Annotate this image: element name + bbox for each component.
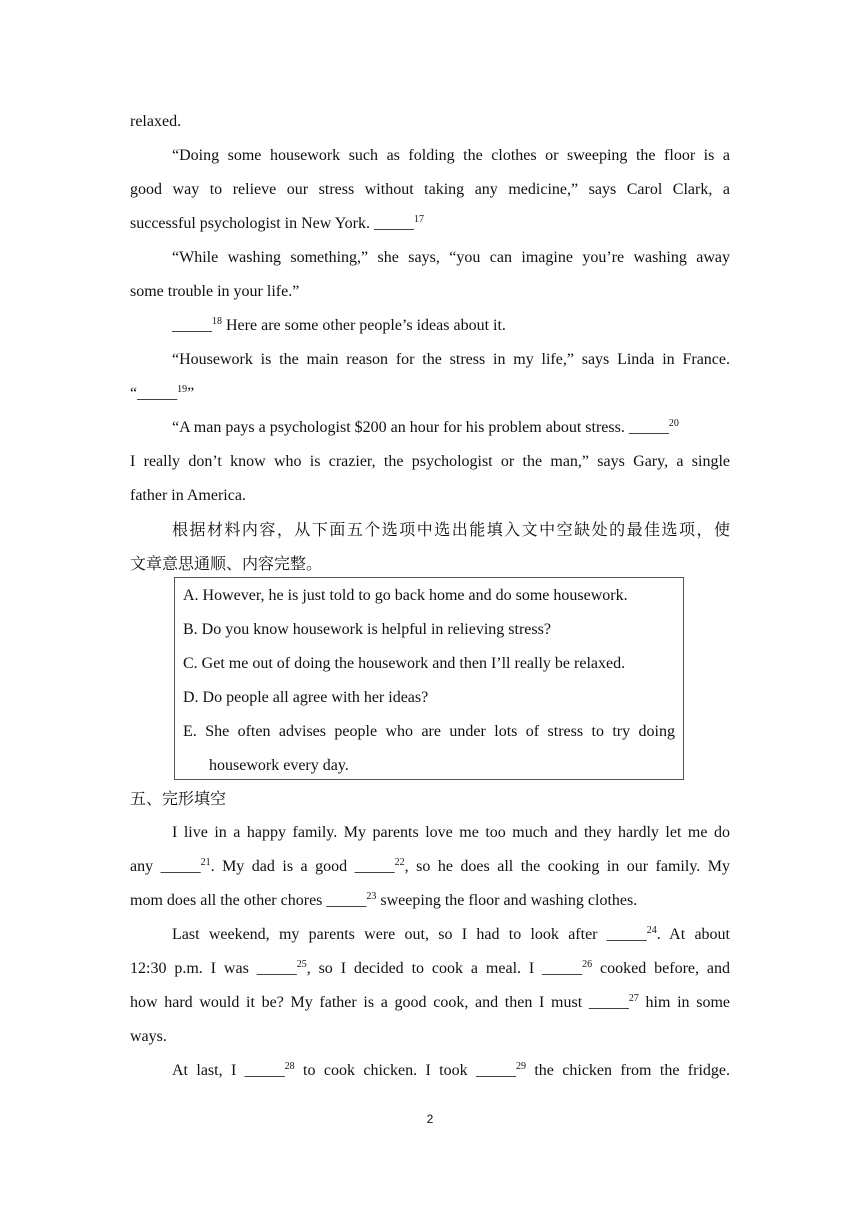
option-a: A. However, he is just told to go back home and do some housework. bbox=[183, 587, 628, 604]
blank-number-25: 25 bbox=[296, 959, 307, 970]
passage-line bbox=[130, 309, 730, 343]
passage-text: Last weekend, my parents were out, so I had to look after _____ bbox=[172, 926, 647, 943]
blank-number-28: 28 bbox=[284, 1061, 295, 1072]
passage-line bbox=[130, 986, 730, 1020]
passage-text: 12:30 p.m. I was _____ bbox=[130, 960, 297, 977]
blank-number-17: 17 bbox=[414, 214, 424, 225]
passage-line bbox=[130, 411, 730, 445]
blank-number-23: 23 bbox=[366, 891, 377, 902]
instruction-line: 文章意思通顺、内容完整。 bbox=[130, 554, 323, 573]
page-number: 2 bbox=[426, 1112, 434, 1126]
passage-text: to cook chicken. I took _____ bbox=[294, 1062, 516, 1079]
passage-text: “A man pays a psychologist $200 an hour for his problem about stress. _____ bbox=[172, 419, 669, 436]
document-body bbox=[130, 105, 730, 581]
passage-line: ways. bbox=[130, 1028, 167, 1045]
passage-text: cooked before, and bbox=[592, 960, 730, 977]
section-title: 五、完形填空 bbox=[130, 789, 227, 808]
passage-text: him in some bbox=[638, 994, 731, 1011]
passage-line: I live in a happy family. My parents love me too much and they hardly let me do bbox=[172, 824, 730, 841]
option-e: E. She often advises people who are under lots of stress to try doing bbox=[183, 723, 675, 740]
passage-text: any _____ bbox=[130, 858, 201, 875]
instruction-line: 根据材料内容，从下面五个选项中选出能填入文中空缺处的最佳选项，使 bbox=[172, 520, 730, 539]
passage-text: Here are some other people’s ideas about it. bbox=[222, 317, 506, 334]
passage-line bbox=[130, 1054, 730, 1088]
closing-quote: ” bbox=[187, 385, 195, 402]
passage-line bbox=[130, 884, 730, 918]
passage-line: “Doing some housework such as folding the clothes or sweeping the floor is a bbox=[172, 147, 730, 164]
passage-line bbox=[130, 850, 730, 884]
blank-number-24: 24 bbox=[646, 925, 657, 936]
passage-text: mom does all the other chores _____ bbox=[130, 892, 367, 909]
passage-line: good way to relieve our stress without taking any medicine,” says Carol Clark, a bbox=[130, 181, 730, 198]
passage-text: , so I decided to cook a meal. I _____ bbox=[306, 960, 583, 977]
blank: “_____ bbox=[130, 385, 178, 402]
blank-number-22: 22 bbox=[394, 857, 405, 868]
passage-text: At last, I _____ bbox=[172, 1062, 285, 1079]
blank-number-26: 26 bbox=[582, 959, 593, 970]
passage-text: how hard would it be? My father is a good cook, and then I must _____ bbox=[130, 994, 629, 1011]
passage-line bbox=[130, 952, 730, 986]
passage-line: some trouble in your life.” bbox=[130, 283, 300, 300]
passage-line bbox=[130, 377, 730, 411]
passage-text: . At about bbox=[656, 926, 731, 943]
blank-number-27: 27 bbox=[628, 993, 639, 1004]
blank: _____ bbox=[172, 317, 212, 334]
blank-number-18: 18 bbox=[212, 316, 222, 327]
passage-text: . My dad is a good _____ bbox=[210, 858, 395, 875]
passage-text: the chicken from the fridge. bbox=[525, 1062, 730, 1079]
blank-number-19: 19 bbox=[177, 384, 188, 395]
options-box bbox=[174, 577, 684, 780]
option-c: C. Get me out of doing the housework and then I’ll really be relaxed. bbox=[183, 655, 626, 672]
passage-line: I really don’t know who is crazier, the psychologist or the man,” says Gary, a single bbox=[130, 453, 730, 470]
option-d: D. Do people all agree with her ideas? bbox=[183, 689, 429, 706]
passage-line: father in America. bbox=[130, 487, 246, 504]
passage-text: successful psychologist in New York. _____ bbox=[130, 215, 414, 232]
option-b: B. Do you know housework is helpful in relieving stress? bbox=[183, 621, 551, 638]
passage-text: , so he does all the cooking in our family. My bbox=[404, 858, 730, 875]
passage-line bbox=[130, 207, 730, 241]
blank-number-29: 29 bbox=[515, 1061, 526, 1072]
passage-line: “While washing something,” she says, “you can imagine you’re washing away bbox=[172, 249, 730, 266]
passage-line: “Housework is the main reason for the stress in my life,” says Linda in France. bbox=[172, 351, 730, 368]
option-e-continued: housework every day. bbox=[209, 757, 349, 774]
passage-line: relaxed. bbox=[130, 113, 182, 130]
cloze-section bbox=[130, 782, 730, 1088]
blank-number-20: 20 bbox=[668, 418, 679, 429]
blank-number-21: 21 bbox=[200, 857, 211, 868]
passage-line bbox=[130, 918, 730, 952]
passage-text: sweeping the floor and washing clothes. bbox=[376, 892, 638, 909]
